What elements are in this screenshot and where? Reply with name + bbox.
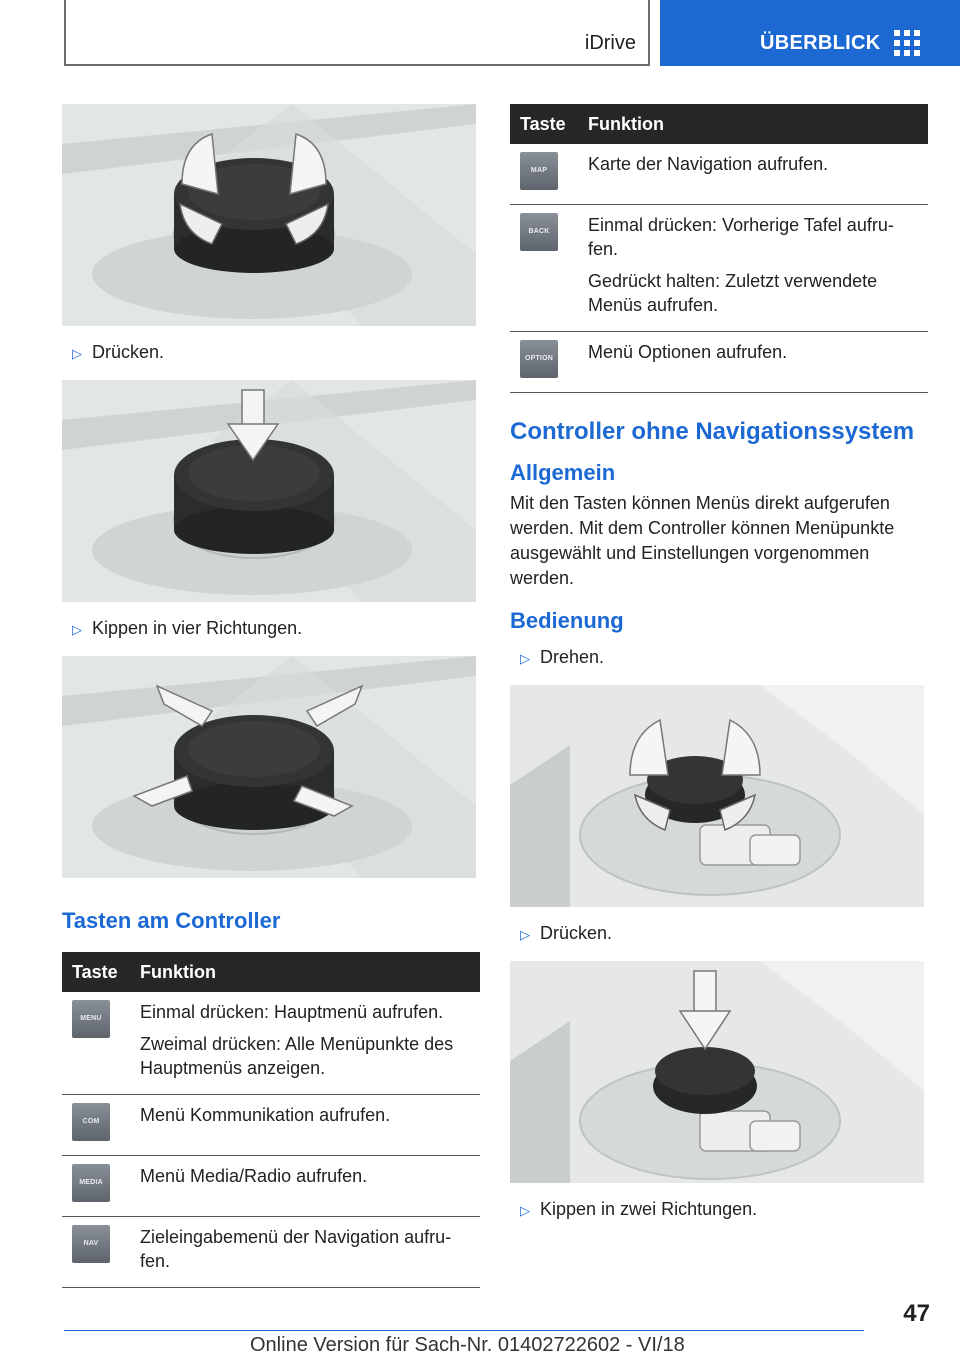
triangle-bullet-icon: ▷ [72, 622, 82, 637]
table-header-row [510, 104, 928, 144]
com-key-icon: COM [72, 1103, 110, 1141]
table-header-key: Taste [62, 952, 132, 992]
map-key-icon: MAP [520, 152, 558, 190]
triangle-bullet-icon: ▷ [520, 651, 530, 666]
back-key-icon: BACK [520, 213, 558, 251]
media-key-icon: MEDIA [72, 1164, 110, 1202]
subheading-general: Allgemein [510, 460, 616, 485]
section-title-buttons: Tasten am Controller [62, 908, 281, 933]
general-paragraph: Mit den Tasten können Menüs direkt aufgerufen werden. Mit dem Controller können Menüpunkte ausgewählt und Einstellungen vorgenommen werden. [510, 493, 895, 588]
table-header-function: Funktion [580, 104, 928, 144]
table-row [62, 1217, 480, 1288]
nav-key-icon: NAV [72, 1225, 110, 1263]
footer-divider [64, 1330, 864, 1331]
bullet-text: Drücken. [540, 923, 613, 943]
bullet-text: Kippen in vier Richtungen. [92, 618, 303, 638]
option-key-icon: OPTION [520, 340, 558, 378]
list-item [62, 340, 480, 366]
list-item [510, 921, 928, 947]
buttons-table-continued [510, 104, 928, 393]
header-title-box [64, 0, 650, 66]
triangle-bullet-icon: ▷ [72, 346, 82, 361]
function-text: Karte der Navigation aufrufen. [588, 154, 829, 174]
function-text: Zieleingabemenü der Navigation aufru-fen. [140, 1227, 452, 1271]
table-header-key: Taste [510, 104, 580, 144]
controller-tilt-four-illustration [62, 656, 476, 878]
function-text: Einmal drücken: Hauptmenü aufrufen. [140, 1002, 444, 1022]
controller-rotate-simple-illustration [510, 685, 924, 907]
triangle-bullet-icon: ▷ [520, 927, 530, 942]
function-text: Zweimal drücken: Alle Menüpunkte des Hauptmenüs anzeigen. [140, 1034, 454, 1078]
header-title: iDrive [584, 32, 636, 54]
page-number: 47 [903, 1300, 930, 1327]
header-section: ÜBERBLICK [760, 32, 881, 54]
left-column [62, 104, 480, 1288]
bullet-text: Drücken. [92, 342, 165, 362]
triangle-bullet-icon: ▷ [520, 1203, 530, 1218]
list-item [510, 1197, 928, 1223]
function-text: Menü Optionen aufrufen. [588, 342, 788, 362]
footer-text: Online Version für Sach-Nr. 01402722602 - VI/18 [250, 1334, 685, 1356]
bullet-text: Drehen. [540, 647, 605, 667]
controller-press-illustration [62, 380, 476, 602]
table-header-row [62, 952, 480, 992]
menu-key-icon: MENU [72, 1000, 110, 1038]
table-row [62, 1095, 480, 1156]
table-row [510, 144, 928, 205]
controller-press-simple-illustration [510, 961, 924, 1183]
function-text: Einmal drücken: Vorherige Tafel aufru-fen. [588, 215, 894, 259]
subheading-operation: Bedienung [510, 608, 624, 633]
function-text: Menü Kommunikation aufrufen. [140, 1105, 391, 1125]
buttons-table [62, 952, 480, 1288]
table-row [510, 205, 928, 332]
function-text: Gedrückt halten: Zuletzt verwendete Menüs aufrufen. [588, 271, 878, 315]
right-column [510, 104, 928, 1223]
header-section-box [660, 0, 960, 66]
controller-rotate-illustration [62, 104, 476, 326]
table-row [510, 332, 928, 393]
section-title-no-nav: Controller ohne Navigationssystem [510, 418, 915, 445]
function-text: Menü Media/Radio aufrufen. [140, 1166, 368, 1186]
table-header-function: Funktion [132, 952, 480, 992]
table-row [62, 1156, 480, 1217]
grid-menu-icon [894, 30, 920, 56]
list-item [510, 645, 928, 671]
bullet-text: Kippen in zwei Richtungen. [540, 1199, 758, 1219]
table-row [62, 992, 480, 1095]
list-item [62, 616, 480, 642]
